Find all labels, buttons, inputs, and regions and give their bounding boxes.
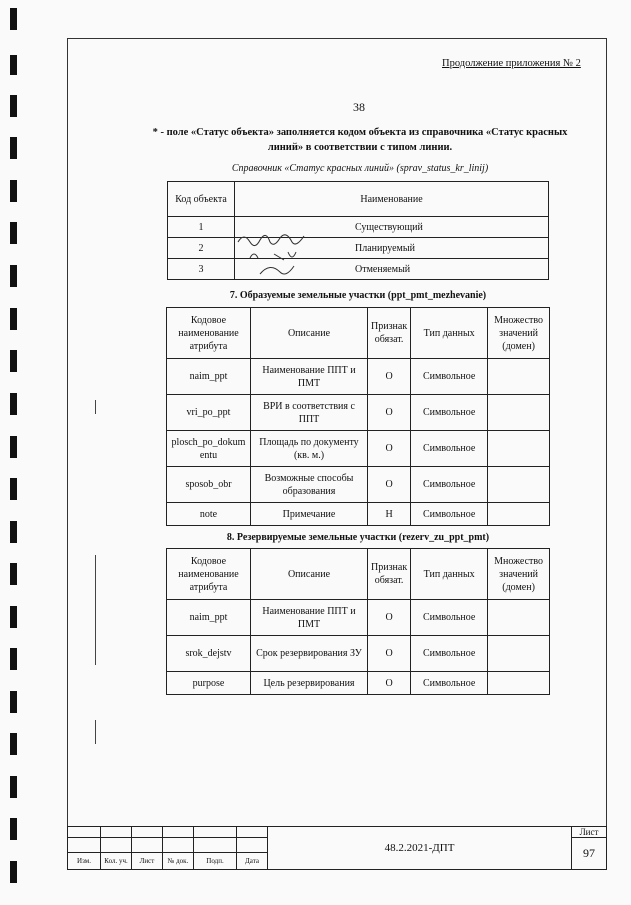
page-number: 38	[353, 100, 365, 114]
table-cell: О	[368, 672, 411, 695]
table-cell: naim_ppt	[167, 359, 251, 395]
sheet-number: 97	[572, 838, 607, 870]
table-cell	[488, 467, 550, 503]
table-row	[167, 431, 550, 467]
status-dictionary-table	[167, 181, 549, 280]
table-cell: plosch_po_dokumentu	[167, 431, 251, 467]
table-cell: Символьное	[411, 600, 488, 636]
table-cell	[488, 395, 550, 431]
table-7-formed-plots	[166, 307, 550, 526]
table-cell: Символьное	[411, 467, 488, 503]
table-row	[167, 359, 550, 395]
column-header: Описание	[251, 308, 368, 359]
table-cell: note	[167, 503, 251, 526]
table-cell	[488, 359, 550, 395]
table-cell: Срок резервирования ЗУ	[251, 636, 368, 672]
table-cell	[488, 600, 550, 636]
table-cell: naim_ppt	[167, 600, 251, 636]
column-header: Описание	[251, 549, 368, 600]
column-header: Признак обязат.	[368, 549, 411, 600]
table-cell: 1	[168, 217, 235, 238]
column-header: Тип данных	[411, 549, 488, 600]
table-row	[167, 600, 550, 636]
stamp-label: Дата	[237, 853, 268, 870]
column-header: Тип данных	[411, 308, 488, 359]
table-row	[168, 217, 549, 238]
table-cell: Символьное	[411, 431, 488, 467]
stamp-label: № док.	[163, 853, 194, 870]
table-cell: Существующий	[235, 217, 549, 238]
appendix-continuation-note: Продолжение приложения № 2	[442, 58, 581, 69]
table-cell: ВРИ в соответствия с ППТ	[251, 395, 368, 431]
table-cell: Отменяемый	[235, 259, 549, 280]
table-header-row	[167, 549, 550, 600]
margin-mark	[95, 720, 96, 744]
table-cell: Планируемый	[235, 238, 549, 259]
title-block-stamp	[67, 826, 607, 870]
column-header: Признак обязат.	[368, 308, 411, 359]
table-cell	[488, 636, 550, 672]
table-cell: Наименование ППТ и ПМТ	[251, 600, 368, 636]
table-8-reserved-plots	[166, 548, 550, 695]
column-header: Множество значений (домен)	[488, 308, 550, 359]
stamp-label: Кол. уч.	[101, 853, 132, 870]
column-header: Множество значений (домен)	[488, 549, 550, 600]
table-cell: О	[368, 359, 411, 395]
table-cell: Символьное	[411, 359, 488, 395]
margin-mark	[95, 555, 96, 665]
table-cell: О	[368, 600, 411, 636]
table-cell	[488, 503, 550, 526]
table-row	[167, 636, 550, 672]
table-cell: Примечание	[251, 503, 368, 526]
stamp-label: Подп.	[194, 853, 237, 870]
table-cell: Наименование ППТ и ПМТ	[251, 359, 368, 395]
table-row	[167, 467, 550, 503]
column-header: Код объекта	[168, 182, 235, 217]
table-cell: 2	[168, 238, 235, 259]
sheet-label: Лист	[572, 827, 607, 838]
column-header: Наименование	[235, 182, 549, 217]
table-cell: 3	[168, 259, 235, 280]
document-number: 48.2.2021-ДПТ	[268, 827, 572, 870]
section-7-title: 7. Образуемые земельные участки (ppt_pmt_mezhevanie)	[229, 290, 487, 301]
table-row	[168, 238, 549, 259]
table-cell: О	[368, 431, 411, 467]
dictionary-title: Справочник «Статус красных линий» (sprav_status_kr_linij)	[231, 163, 489, 174]
table-cell: Площадь по документу (кв. м.)	[251, 431, 368, 467]
table-cell: Н	[368, 503, 411, 526]
column-header: Кодовое наименование атрибута	[167, 549, 251, 600]
column-header: Кодовое наименование атрибута	[167, 308, 251, 359]
table-cell: Символьное	[411, 503, 488, 526]
table-cell: srok_dejstv	[167, 636, 251, 672]
table-cell: vri_po_ppt	[167, 395, 251, 431]
stamp-label: Изм.	[68, 853, 101, 870]
table-cell: Возможные способы образования	[251, 467, 368, 503]
stamp-label: Лист	[132, 853, 163, 870]
table-cell: Символьное	[411, 395, 488, 431]
table-cell: О	[368, 395, 411, 431]
table-cell: О	[368, 467, 411, 503]
table-cell: purpose	[167, 672, 251, 695]
table-cell: О	[368, 636, 411, 672]
table-row	[167, 672, 550, 695]
status-field-note: * - поле «Статус объекта» заполняется кодом объекта из справочника «Статус красных линий» в соответствии с типом линии.	[152, 127, 568, 153]
table-cell	[488, 431, 550, 467]
stamp-table	[67, 826, 607, 870]
table-cell: Цель резервирования	[251, 672, 368, 695]
table-cell: Символьное	[411, 636, 488, 672]
handwritten-signature	[230, 222, 320, 280]
table-row	[168, 259, 549, 280]
table-cell: sposob_obr	[167, 467, 251, 503]
table-row	[167, 503, 550, 526]
table-cell: Символьное	[411, 672, 488, 695]
binding-marks	[0, 0, 30, 905]
table-header-row	[167, 308, 550, 359]
section-8-title: 8. Резервируемые земельные участки (rezerv_zu_ppt_pmt)	[226, 532, 490, 543]
margin-mark	[95, 400, 96, 414]
table-row	[167, 395, 550, 431]
table-header-row	[168, 182, 549, 217]
table-cell	[488, 672, 550, 695]
